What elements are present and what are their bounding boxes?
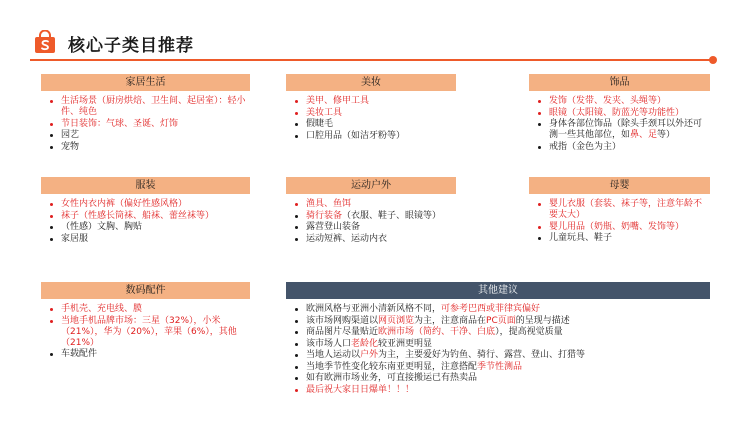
item-text-highlight: 季节性测品 (477, 361, 523, 372)
item-text-highlight: 老龄化 (351, 338, 379, 349)
item-text-highlight: 足 (648, 130, 658, 140)
list-item: 美妆工具 (295, 108, 456, 119)
item-text: 身体各部位饰品（除头手颈耳以外还可测一些其他部位，如 (549, 119, 703, 140)
category-card-accessories (529, 74, 710, 153)
item-text: 当地人运动以 (306, 350, 361, 360)
category-list (41, 96, 250, 153)
item-text-highlight: 可参考巴西或菲律宾偏好 (441, 304, 541, 314)
item-text: 欧洲风格与亚洲小清新风格不同， (306, 304, 442, 314)
list-item: 当地手机品牌市场：三星（32%），小米（21%），华为（20%），苹果（6%），其他（21%） (50, 316, 250, 349)
suggestions-header: 其他建议 (286, 282, 710, 299)
item-text-highlight: 户外 (360, 350, 379, 360)
category-header: 母婴 (529, 177, 710, 194)
list-item (295, 339, 710, 350)
list-item: 袜子（性感长筒袜、船袜、蕾丝袜等） (50, 211, 250, 222)
list-item: 戒指（金色为主） (538, 142, 710, 153)
category-header: 美妆 (286, 74, 456, 91)
item-text-highlight: 简约、干净、白底 (423, 327, 496, 337)
list-item: 美甲、修甲工具 (295, 96, 456, 107)
category-list (286, 199, 456, 245)
list-item: 园艺 (50, 130, 250, 141)
title-divider-dot (709, 56, 717, 64)
item-text: 等） (657, 130, 676, 140)
list-item: 婴儿用品（奶瓶、奶嘴、发饰等） (538, 222, 710, 233)
list-item: 节日装饰：气球、圣诞、灯饰 (50, 119, 250, 130)
item-text: 当地季节性变化较东南亚更明显，注意搭配 (306, 361, 478, 372)
category-card-sports-outdoor (286, 177, 456, 245)
suggestions-card (286, 282, 710, 396)
list-item (295, 362, 710, 373)
list-item (295, 350, 710, 361)
page-title: 核心子类目推荐 (68, 36, 194, 56)
list-item: 家居服 (50, 234, 250, 245)
title-divider (30, 59, 712, 61)
slide-header (30, 26, 720, 62)
list-item: 露营登山装备 (295, 222, 456, 233)
list-item (295, 316, 710, 327)
category-list (529, 96, 710, 153)
list-item: （性感）文胸、胸贴 (50, 222, 250, 233)
list-item: 发饰（发带、发夹、头绳等） (538, 96, 710, 107)
list-item: 宠物 (50, 142, 250, 153)
category-card-mother-baby (529, 177, 710, 245)
item-text-highlight: 欧洲市场 (378, 327, 415, 337)
list-item: 运动短裤、运动内衣 (295, 234, 456, 245)
list-item (295, 211, 456, 222)
list-item: 假睫毛 (295, 119, 456, 130)
list-item: 眼镜（太阳镜、防蓝光等功能性） (538, 108, 710, 119)
list-item: 女性内衣内裤（偏好性感风格） (50, 199, 250, 210)
category-header: 家居生活 (41, 74, 250, 91)
item-text-highlight: PC页面 (486, 315, 516, 326)
category-list (529, 199, 710, 244)
shopping-bag-logo-icon (34, 30, 56, 54)
item-text: 商品图片尽量贴近 (306, 327, 379, 337)
list-item (295, 327, 710, 338)
item-text: ），提高视觉质量 (495, 327, 563, 337)
category-list (41, 199, 250, 245)
item-text: 为主，主要爱好为钓鱼、骑行、露营、登山、打猎等 (378, 350, 586, 360)
list-item (295, 304, 710, 315)
category-card-home-living (41, 74, 250, 153)
item-text: 较亚洲更明显 (378, 338, 433, 349)
category-card-apparel (41, 177, 250, 245)
item-text: 最后祝大家日日爆单！！！ (306, 384, 415, 395)
category-header: 数码配件 (41, 282, 250, 299)
item-text: （衣服、鞋子、眼镜等） (342, 210, 442, 221)
category-card-digital-accessories (41, 282, 250, 361)
list-item: 口腔用品（如洁牙粉等） (295, 131, 456, 142)
item-text: 为主，注意商品在 (414, 315, 487, 326)
list-item (538, 119, 710, 141)
item-text: 该市场人口 (306, 338, 352, 349)
category-list (286, 96, 456, 142)
item-text-highlight: 网页浏览 (378, 315, 415, 326)
list-item (295, 385, 710, 396)
item-text-highlight: 骑行装备 (306, 210, 343, 221)
category-header: 运动户外 (286, 177, 456, 194)
item-text: 的呈现与描述 (515, 315, 570, 326)
list-item: 车载配件 (50, 349, 250, 360)
list-item: 手机壳、充电线、膜 (50, 304, 250, 315)
list-item: 渔具、鱼饵 (295, 199, 456, 210)
item-text-highlight: 鼻、 (630, 130, 649, 140)
suggestions-list (286, 304, 710, 396)
list-item: 婴儿衣服（套装、袜子等，注意年龄不要太大） (538, 199, 710, 221)
item-text: 如有欧洲市场业务，可直接搬运已有热卖品 (306, 373, 478, 383)
category-list (41, 304, 250, 360)
category-header: 饰品 (529, 74, 710, 91)
category-header: 服装 (41, 177, 250, 194)
category-card-beauty (286, 74, 456, 142)
list-item: 儿童玩具、鞋子 (538, 233, 710, 244)
item-text-highlight: （ (414, 327, 424, 337)
item-text: 该市场网购渠道以 (306, 315, 379, 326)
list-item: 生活场景（厨房烘焙、卫生间、起居室）：轻小件、纯色 (50, 96, 250, 118)
list-item (295, 373, 710, 384)
